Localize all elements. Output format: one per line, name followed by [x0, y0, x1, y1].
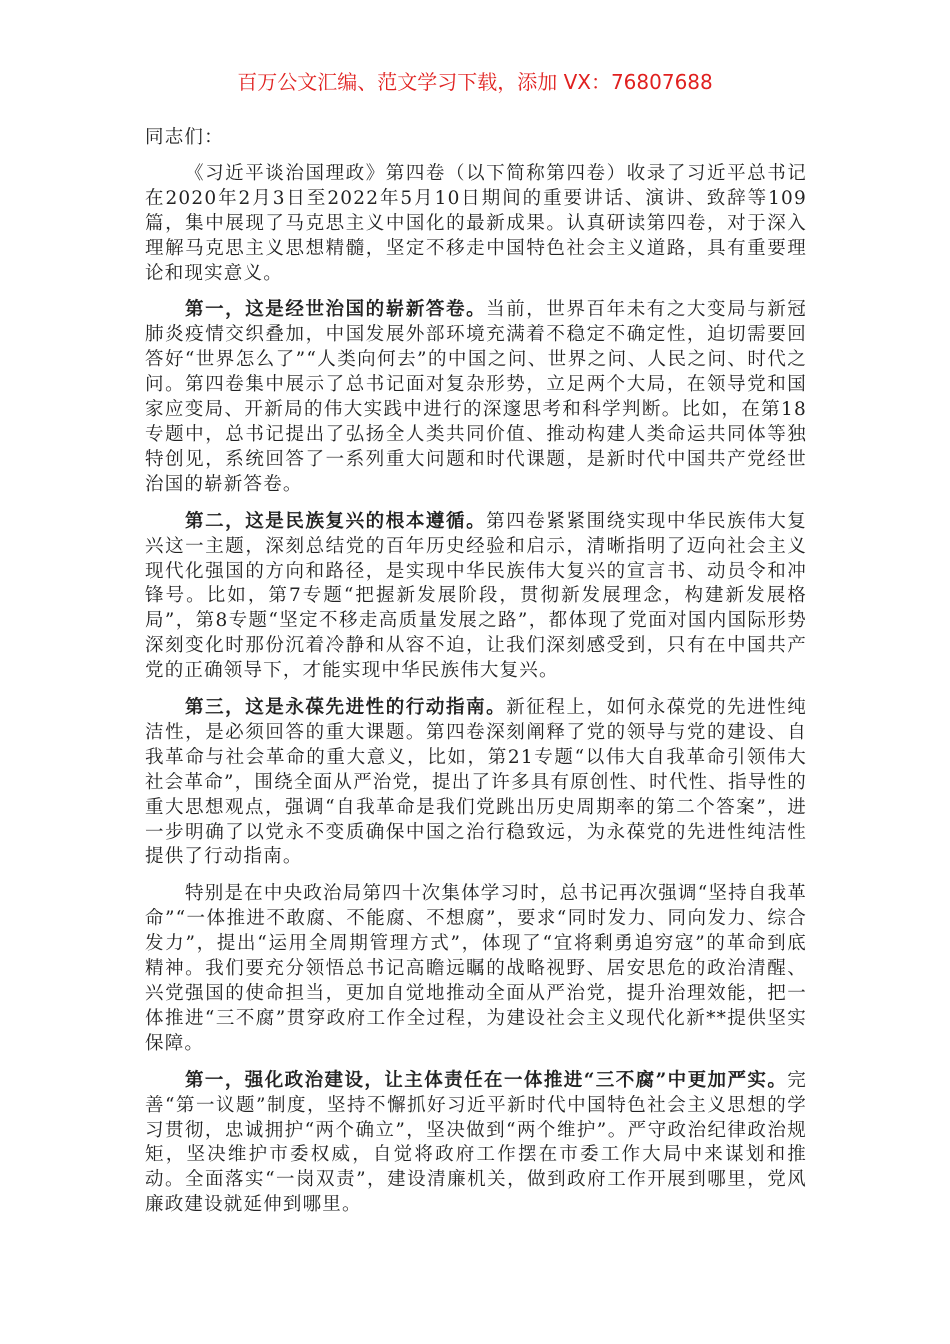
paragraph-body: 当前，世界百年未有之大变局与新冠肺炎疫情交织叠加，中国发展外部环境充满着不稳定不确定性，迫切需要回答好“世界怎么了”“人类向何去”的中国之问、世界之问、人民之问、时代之问。第四卷集中展示了总书记面对复杂形势，立足两个大局，在领导党和国家应变局、开新局的伟大实践中进行的深邃思考和科学判断。比如，在第18专题中，总书记提出了弘扬全人类共同价值、推动构建人类命运共同体等独特创见，系统回答了一系列重大问题和时代课题，是新时代中国共产党经世治国的崭新答卷。 [145, 299, 807, 495]
paragraph-special [145, 882, 807, 1056]
paragraph-point-3 [145, 696, 807, 870]
paragraph-body: 第四卷紧紧围绕实现中华民族伟大复兴这一主题，深刻总结党的百年历史经验和启示，清晰指明了迈向社会主义现代化强国的方向和路径，是实现中华民族伟大复兴的宣言书、动员令和冲锋号。比如，第7专题“把握新发展阶段，贯彻新发展理念，构建新发展格局”，第8专题“坚定不移走高质量发展之路”，都体现了党面对国内国际形势深刻变化时那份沉着冷静和从容不迫，让我们深刻感受到，只有在中国共产党的正确领导下，才能实现中华民族伟大复兴。 [145, 510, 807, 682]
document-body [145, 126, 807, 1230]
paragraph-point-1 [145, 298, 807, 497]
paragraph-body: 新征程上，如何永葆党的先进性纯洁性，是必须回答的重大课题。第四卷深刻阐释了党的领导与党的建设、自我革命与社会革命的重大意义，比如，第21专题“以伟大自我革命引领伟大社会革命”，围绕全面从严治党，提出了许多具有原创性、时代性、指导性的重大思想观点，强调“自我革命是我们党跳出历史周期率的第二个答案”，进一步明确了以党永不变质确保中国之治行稳致远，为永葆党的先进性纯洁性提供了行动指南。 [145, 697, 807, 868]
paragraph-point-2 [145, 510, 807, 684]
paragraph-lead: 第三，这是永葆先进性的行动指南。 [185, 697, 507, 719]
watermark-header: 百万公文汇编、范文学习下载，添加 VX：76807688 [237, 70, 713, 94]
paragraph-lead: 第一，强化政治建设，让主体责任在一体推进“三不腐”中更加严实。 [185, 1069, 788, 1091]
paragraph-lead: 第二，这是民族复兴的根本遵循。 [185, 510, 487, 532]
salutation: 同志们： [145, 127, 224, 148]
paragraph-measure-1 [145, 1069, 807, 1218]
paragraph-lead: 第一，这是经世治国的崭新答卷。 [185, 299, 487, 321]
paragraph-body: 完善“第一议题”制度，坚持不懈抓好习近平新时代中国特色社会主义思想的学习贯彻，忠诚拥护“两个确立”，坚决做到“两个维护”。严守政治纪律政治规矩，坚决维护市委权威，自觉将政府工作摆在市委工作大局中来谋划和推动。全面落实“一岗双责”，建设清廉机关，做到政府工作开展到哪里，党风廉政建设就延伸到哪里。 [145, 1069, 807, 1216]
paragraph-body: 特别是在中央政治局第四十次集体学习时，总书记再次强调“坚持自我革命”“一体推进不敢腐、不能腐、不想腐”，要求“同时发力、同向发力、综合发力”，提出“运用全周期管理方式”，体现了“宜将剩勇追穷寇”的革命到底精神。我们要充分领悟总书记高瞻远瞩的战略视野、居安思危的政治清醒、兴党强国的使命担当，更加自觉地推动全面从严治党，提升治理效能，把一体推进“三不腐”贯穿政府工作全过程，为建设社会主义现代化新**提供坚实保障。 [145, 883, 807, 1054]
paragraph-body: 《习近平谈治国理政》第四卷（以下简称第四卷）收录了习近平总书记在2020年2月3日至2022年5月10日期间的重要讲话、演讲、致辞等109篇，集中展现了马克思主义中国化的最新成果。认真研读第四卷，对于深入理解马克思主义思想精髓，坚定不移走中国特色社会主义道路，具有重要理论和现实意义。 [145, 162, 807, 284]
paragraph-intro [145, 162, 807, 287]
